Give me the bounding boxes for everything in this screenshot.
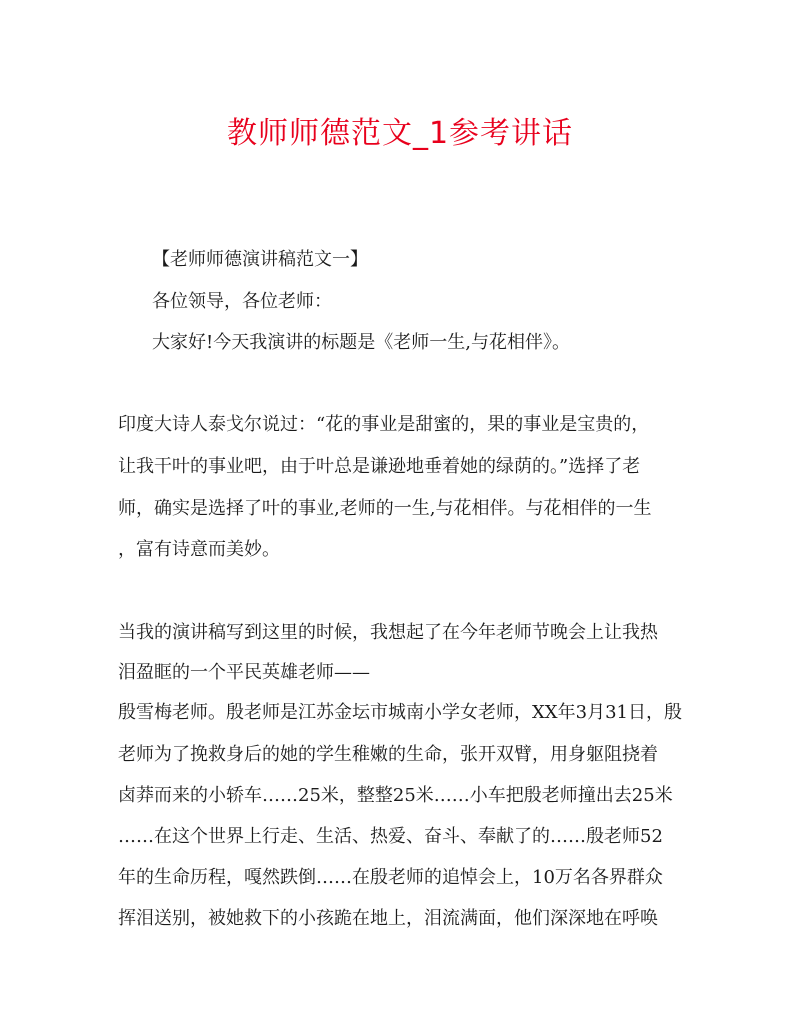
section-heading: 【老师师德演讲稿范文一】 [152,249,368,270]
paragraph2-line-5: 卤莽而来的小轿车……25米，整整25米……小车把殷老师撞出去25米 [118,785,673,806]
paragraph2-line-1: 当我的演讲稿写到这里的时候，我想起了在今年老师节晚会上让我热 [118,622,658,643]
paragraph1-line-4: ，富有诗意而美妙。 [118,539,280,560]
greeting-line: 各位领导，各位老师： [152,291,332,312]
intro-line: 大家好!今天我演讲的标题是《老师一生,与花相伴》。 [152,332,570,353]
paragraph2-line-2: 泪盈眶的一个平民英雄老师—— [118,662,370,683]
paragraph1-line-3: 师，确实是选择了叶的事业,老师的一生,与花相伴。与花相伴的一生 [118,498,652,519]
paragraph2-line-8: 挥泪送别，被她救下的小孩跪在地上，泪流满面，他们深深地在呼唤 [118,908,658,929]
paragraph2-line-7: 年的生命历程，嘎然跌倒……在殷老师的追悼会上，10万名各界群众 [118,867,663,888]
document-title: 教师师德范文_1参考讲话 [226,116,574,151]
paragraph1-line-1: 印度大诗人泰戈尔说过：“花的事业是甜蜜的，果的事业是宝贵的， [118,414,650,435]
paragraph2-line-3: 殷雪梅老师。殷老师是江苏金坛市城南小学女老师，XX年3月31日，殷 [118,702,682,723]
paragraph1-line-2: 让我干叶的事业吧，由于叶总是谦逊地垂着她的绿荫的。”选择了老 [118,456,641,477]
paragraph2-line-4: 老师为了挽救身后的她的学生稚嫩的生命，张开双臂，用身躯阻挠着 [118,744,658,765]
paragraph2-line-6: ……在这个世界上行走、生活、热爱、奋斗、奉献了的……殷老师52 [118,826,663,847]
